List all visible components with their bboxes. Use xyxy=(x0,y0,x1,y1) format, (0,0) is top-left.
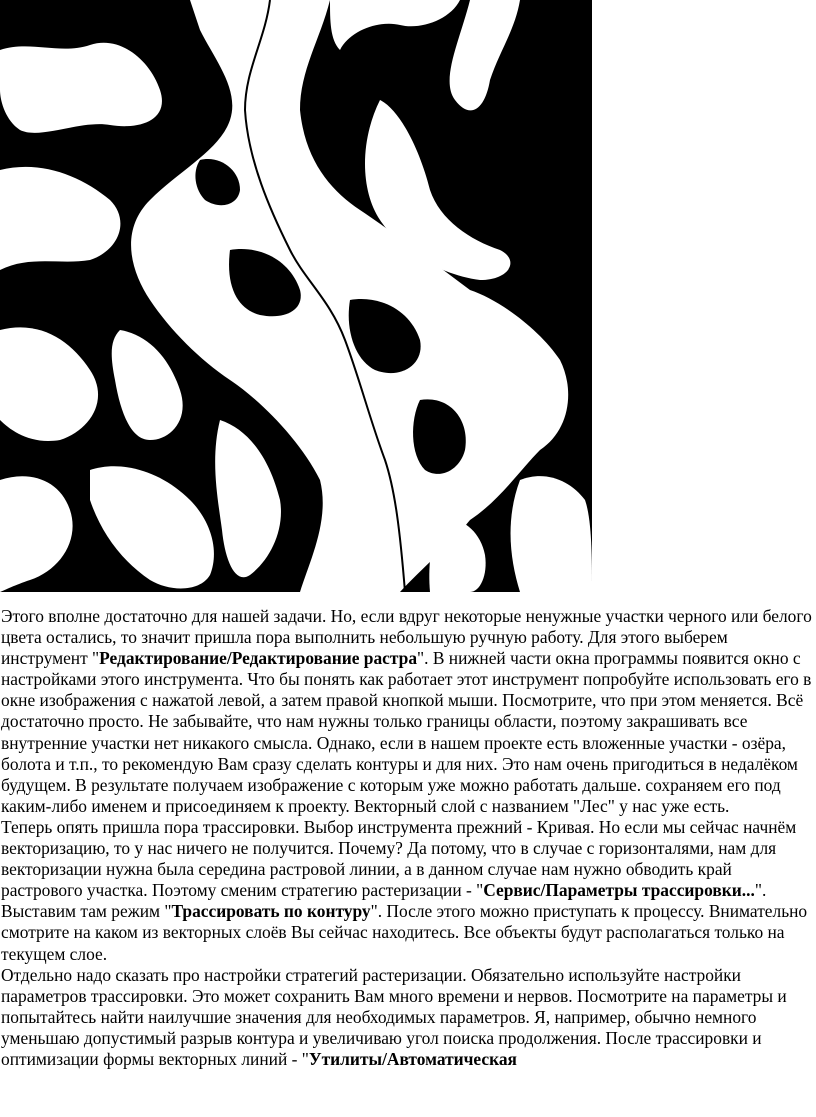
menu-path-trace-params: Сервис/Параметры трассировки... xyxy=(483,880,755,901)
raster-forest-image xyxy=(0,0,592,592)
paragraph-tracing xyxy=(1,817,813,965)
text-run: Отдельно надо сказать про настройки стратегий растеризации. Обязательно используйте настройки параметров трассировки. Это может сохранить Вам много времени и нервов. Посмотрите на параметры и попытайтесь найти наилучшие значения для необходимых параметров. Я, например, обычно немного уменьшаю допустимый разрыв контура и увеличиваю угол поиска продолжения. После трассировки и оптимизации формы векторных линий - " xyxy=(1,964,787,1069)
text-run: ". Выставим там режим " xyxy=(1,880,767,922)
paragraph-strategies xyxy=(1,965,813,1070)
paragraph-editing xyxy=(1,606,813,817)
menu-path-raster-edit: Редактирование/Редактирование растра xyxy=(99,648,418,669)
mode-trace-contour: Трассировать по контуру xyxy=(171,901,371,922)
text-run: ". После этого можно приступать к процессу. Внимательно смотрите на каком из векторных слоёв Вы сейчас находитесь. Все объекты будут располагаться только на текущем слое. xyxy=(1,901,808,964)
menu-path-utilities: Утилиты/Автоматическая xyxy=(308,1048,517,1069)
text-run: ". В нижней части окна программы появится окно с настройками этого инструмента. Что бы понять как работает этот инструмент попробуйте использовать его в окне изображения с нажатой левой, а затем правой кнопкой мыши. Посмотрите, что при этом меняется. Всё достаточно просто. Не забывайте, что нам нужны только границы области, поэтому закрашивать все внутренние участки нет никакого смысла. Однако, если в нашем проекте есть вложенные участки - озёра, болота и т.п., то рекомендую Вам сразу сделать контуры и для них. Это нам очень пригодиться в недалёком будущем. В результате получаем изображение с которым уже можно работать дальше. сохраняем его под каким-либо именем и присоединяем к проекту. Векторный слой с названием "Лес" у нас уже есть. xyxy=(1,648,812,816)
text-run: Этого вполне достаточно для нашей задачи. Но, если вдруг некоторые ненужные участки черного или белого цвета остались, то значит пришла пора выполнить небольшую ручную работу. Для этого выберем инструмент " xyxy=(1,606,812,669)
article-text xyxy=(1,606,813,1070)
text-run: Теперь опять пришла пора трассировки. Выбор инструмента прежний - Кривая. Но если мы сейчас начнём векторизацию, то у нас ничего не получится. Почему? Да потому, что в случае с горизонталями, нам для векторизации нужна была середина растровой линии, а в данном случае нам нужно обводить край растрового участка. Поэтому сменим стратегию растеризации - " xyxy=(1,816,797,901)
